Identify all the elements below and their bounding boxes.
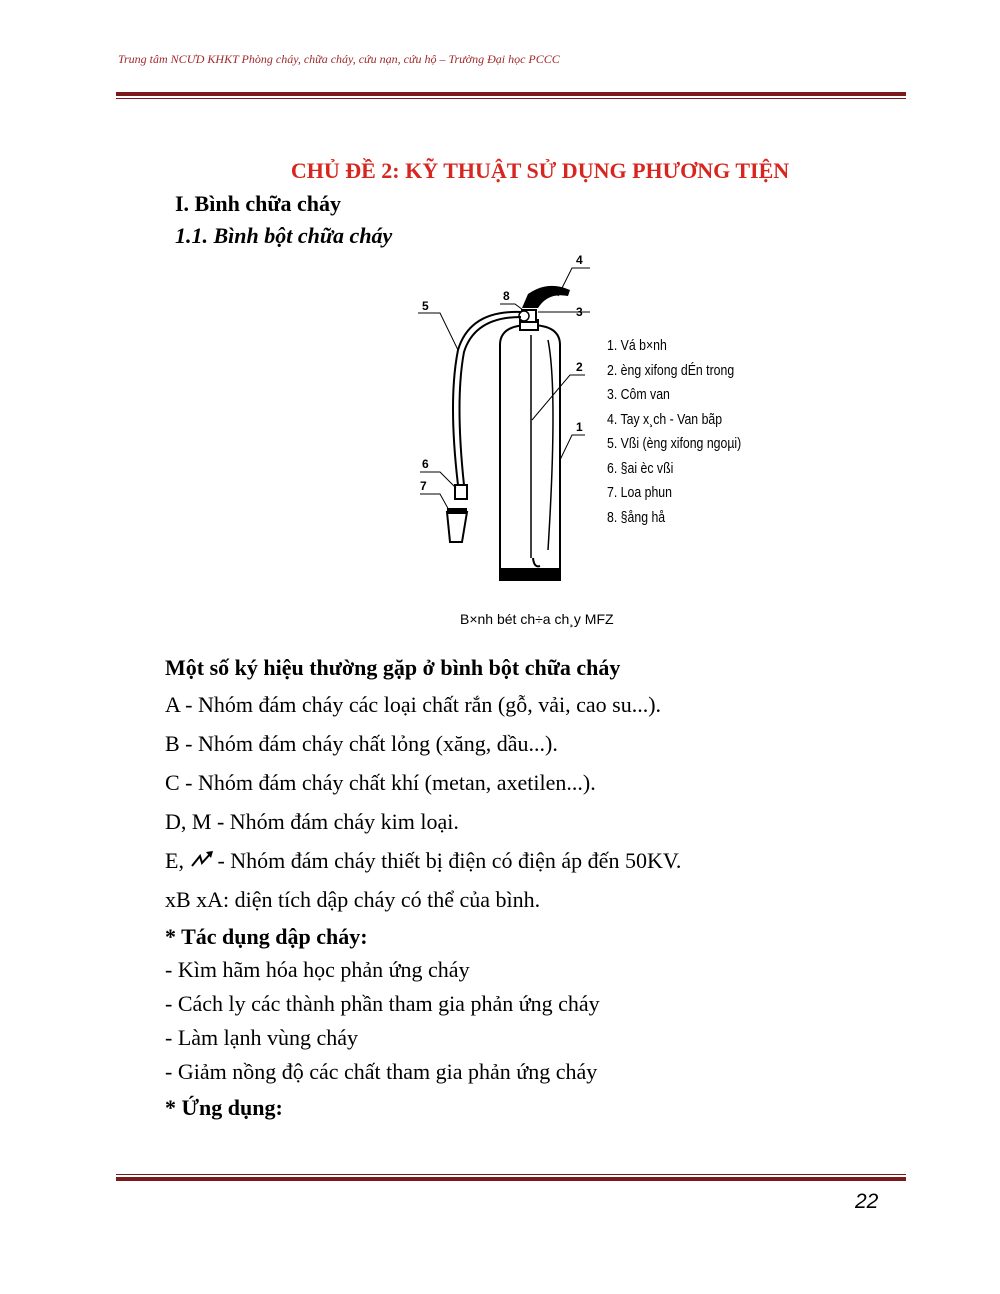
- legend-item: 5. Vßi (èng xifong ngoµi): [607, 435, 742, 452]
- callout-5: 5: [422, 299, 429, 313]
- callout-4: 4: [576, 253, 583, 267]
- electric-prefix: E,: [165, 848, 184, 873]
- symbols-heading: Một số ký hiệu thường gặp ở bình bột chữa cháy: [165, 655, 621, 680]
- effects-heading-text: * Tác dụng dập cháy:: [165, 924, 368, 949]
- callout-6: 6: [422, 457, 429, 471]
- callout-8: 8: [503, 289, 510, 303]
- effect-item: - Giảm nồng độ các chất tham gia phản ứng cháy: [165, 1059, 598, 1084]
- effect-item: - Kìm hãm hóa học phản ứng cháy: [165, 957, 470, 982]
- application-heading: [165, 1095, 283, 1121]
- page-number: 22: [855, 1190, 879, 1213]
- effect-item: - Làm lạnh vùng cháy: [165, 1025, 359, 1050]
- effects-heading: [165, 924, 368, 950]
- legend-item: 3. Côm van: [607, 386, 670, 403]
- page-header: Trung tâm NCƯD KHKT Phòng cháy, chữa cháy, cứu nạn, cứu hộ – Trường Đại học PCCC: [118, 52, 560, 66]
- symbol-line-electric: [165, 848, 681, 874]
- footer-rule-thin: [116, 1174, 906, 1175]
- effect-item: - Cách ly các thành phần tham gia phản ứng cháy: [165, 991, 600, 1016]
- legend-item: 8. §ång hå: [607, 508, 666, 526]
- callout-2: 2: [576, 360, 583, 374]
- section-heading: I. Bình chữa cháy: [175, 191, 342, 216]
- application-heading-text: * Ứng dụng:: [165, 1095, 283, 1120]
- symbol-line: D, M - Nhóm đám cháy kim loại.: [165, 809, 459, 834]
- legend-item: 4. Tay x¸ch - Van bãp: [607, 410, 723, 428]
- symbol-line: A - Nhóm đám cháy các loại chất rắn (gỗ, vải, cao su...).: [165, 692, 662, 717]
- callout-1: 1: [576, 420, 583, 434]
- footer-rule-thick: [116, 1177, 906, 1181]
- legend-item: 1. Vá b×nh: [607, 337, 667, 354]
- chapter-title: CHỦ ĐỀ 2: KỸ THUẬT SỬ DỤNG PHƯƠNG TIỆN: [290, 158, 790, 183]
- legend-item: 2. èng xifong dÉn trong: [607, 361, 735, 379]
- subsection-heading: 1.1. Bình bột chữa cháy: [175, 223, 393, 248]
- electric-symbol-icon: [189, 849, 217, 871]
- header-rule-thin: [116, 98, 906, 99]
- area-line: xB xA: diện tích dập cháy có thể của bình.: [165, 887, 541, 912]
- callout-3: 3: [576, 305, 583, 319]
- callout-7: 7: [420, 479, 427, 493]
- symbol-line: C - Nhóm đám cháy chất khí (metan, axetilen...).: [165, 770, 596, 795]
- legend-item: 6. §ai èc vßi: [607, 459, 674, 477]
- electric-text: - Nhóm đám cháy thiết bị điện có điện áp đến 50KV.: [217, 848, 682, 873]
- figure-caption: B×nh bét ch÷a ch¸y MFZ: [460, 611, 614, 627]
- legend-item: 7. Loa phun: [607, 484, 672, 501]
- symbol-line: B - Nhóm đám cháy chất lỏng (xăng, dầu...).: [165, 731, 558, 756]
- header-rule-thick: [116, 92, 906, 96]
- figure-legend: [607, 334, 741, 530]
